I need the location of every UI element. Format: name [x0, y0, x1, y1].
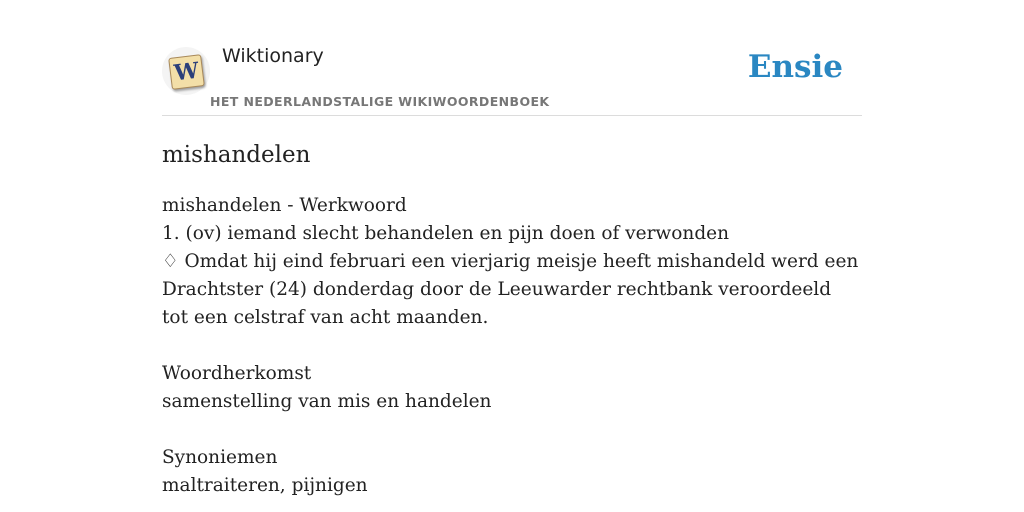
synonyms-label: Synoniemen: [162, 447, 278, 468]
entry-body: [162, 192, 862, 500]
entry-content: [162, 138, 862, 500]
site-subtitle: HET NEDERLANDSTALIGE WIKIWOORDENBOEK: [210, 94, 550, 109]
etymology-text: samenstelling van mis en handelen: [162, 391, 492, 412]
entry-definition: 1. (ov) iemand slecht behandelen en pijn doen of verwonden: [162, 223, 730, 244]
wiktionary-logo[interactable]: [162, 47, 210, 95]
spacer: [162, 332, 862, 360]
etymology-label: Woordherkomst: [162, 363, 312, 384]
spacer: [162, 416, 862, 444]
wiktionary-logo-icon: W: [168, 54, 205, 90]
synonyms-text: maltraiteren, pijnigen: [162, 475, 368, 496]
entry-heading: mishandelen - Werkwoord: [162, 195, 407, 216]
page-title: mishandelen: [162, 142, 311, 168]
ensie-brand-logo[interactable]: Ensie: [747, 49, 843, 85]
site-name[interactable]: Wiktionary: [222, 45, 324, 67]
site-header: [162, 40, 862, 116]
entry-example: ♢ Omdat hij eind februari een vierjarig meisje heeft mishandeld werd een Drachtster (24) donderdag door de Leeuwarder rechtbank veroordeeld tot een celstraf van acht maanden.: [162, 251, 859, 328]
